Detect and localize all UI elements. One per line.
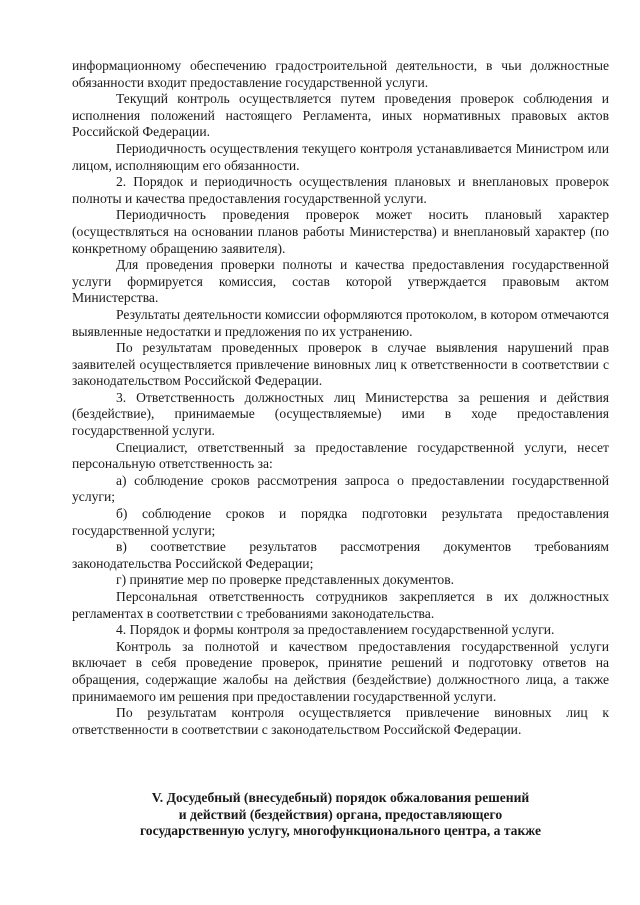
paragraph: Периодичность осуществления текущего контроля устанавливается Министром или лицом, исполняющим его обязанности. [72,140,609,173]
paragraph: Контроль за полнотой и качеством предоставления государственной услуги включает в себя проведение проверок, принятие решений и подготовку ответов на обращения, содержащие жалобы на действия (бездействие) должностного лица, а также принимаемого им решения при предоставлении государственной услуги. [72,638,609,704]
section-heading-line: и действий (бездействия) органа, предоставляющего [178,806,503,822]
paragraph: Текущий контроль осуществляется путем проведения проверок соблюдения и исполнения положений настоящего Регламента, иных нормативных правовых актов Российской Федерации. [72,91,609,140]
list-item: в) соответствие результатов рассмотрения документов требованиям законодательства Российской Федерации; [72,539,609,571]
paragraph: Результаты деятельности комиссии оформляются протоколом, в котором отмечаются выявленные недостатки и предложения по их устранению. [72,306,609,339]
list-item: г) принятие мер по проверке представленных документов. [116,572,455,588]
paragraph: 3. Ответственность должностных лиц Министерства за решения и действия (бездействие), принимаемые (осуществляемые) ими в ходе предоставления государственной услуги. [72,389,609,439]
paragraph: Персональная ответственность сотрудников закрепляется в их должностных регламентах в соответствии с требованиями законодательства. [72,589,609,621]
list-item: а) соблюдение сроков рассмотрения запроса о предоставлении государственной услуги; [72,472,609,505]
paragraph: По результатам контроля осуществляется привлечение виновных лиц к ответственности в соответствии с законодательством Российской Федерации. [72,705,609,737]
paragraph: информационному обеспечению градостроительной деятельности, в чьи должностные обязанности входит предоставление государственной услуги. [72,58,609,90]
paragraph: 2. Порядок и периодичность осуществления плановых и внеплановых проверок полноты и качества предоставления государственной услуги. [72,174,609,206]
paragraph: 4. Порядок и формы контроля за предоставлением государственной услуги. [116,622,555,638]
body-text [72,58,609,738]
paragraph: Периодичность проведения проверок может носить плановый характер (осуществляться на основании планов работы Министерства) и внеплановый характер (по конкретному обращению заявителя). [72,207,609,256]
section-heading-line: V. Досудебный (внесудебный) порядок обжалования решений [151,790,530,805]
paragraph: Для проведения проверки полноты и качества предоставления государственной услуги формируется комиссия, состав которой утверждается правовым актом Министерства. [72,257,609,306]
section-heading-line: государственную услугу, многофункционального центра, а также [139,823,542,839]
paragraph: Специалист, ответственный за предоставление государственной услуги, несет персональную ответственность за: [72,439,609,472]
list-item: б) соблюдение сроков и порядка подготовки результата предоставления государственной услуги; [72,506,609,538]
section-heading [72,790,609,840]
paragraph: По результатам проведенных проверок в случае выявления нарушений прав заявителей осуществляется привлечение виновных лиц к ответственности в соответствии с законодательством Российской Федерации. [72,340,609,389]
